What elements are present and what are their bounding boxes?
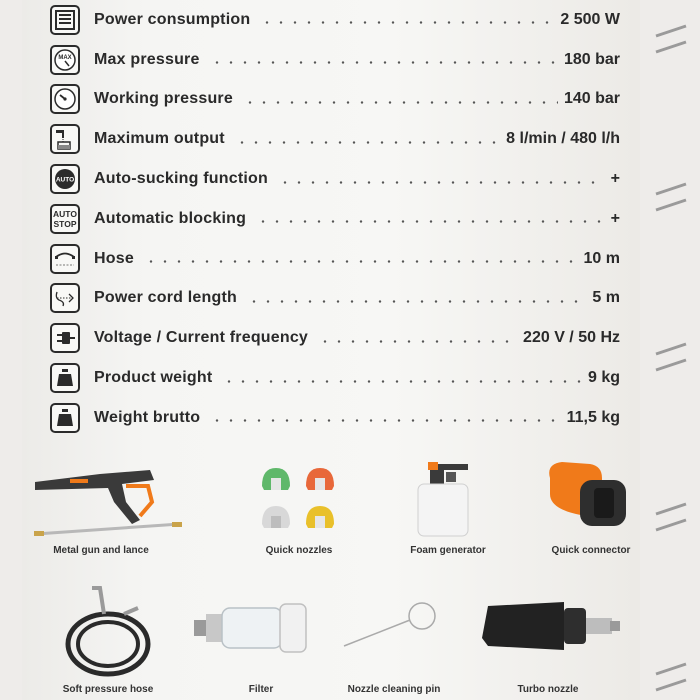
spec-row-auto-sucking bbox=[50, 159, 620, 199]
connector-icon bbox=[540, 458, 640, 538]
auto-icon bbox=[50, 164, 80, 194]
spec-value: + bbox=[610, 209, 620, 227]
spray-gun-icon bbox=[30, 462, 190, 540]
spec-label: Power consumption bbox=[94, 10, 251, 28]
accessory-connector bbox=[540, 458, 640, 538]
dot-leader bbox=[144, 260, 578, 263]
binding-staple bbox=[652, 180, 692, 216]
dot-leader bbox=[318, 340, 517, 343]
accessory-hose bbox=[52, 584, 164, 682]
auto-label: AUTO bbox=[55, 176, 75, 184]
output-tap-icon bbox=[50, 124, 80, 154]
accessory-nozzles bbox=[256, 462, 342, 532]
binding-staple bbox=[652, 340, 692, 376]
spec-label: Max pressure bbox=[94, 50, 200, 68]
spec-label: Working pressure bbox=[94, 90, 233, 108]
spec-value: + bbox=[610, 170, 620, 188]
spec-label: Voltage / Current frequency bbox=[94, 329, 309, 347]
filter-icon bbox=[192, 600, 310, 656]
accessory-caption-pin: Nozzle cleaning pin bbox=[347, 684, 441, 695]
dot-leader bbox=[210, 419, 560, 422]
spec-label: Product weight bbox=[94, 369, 213, 387]
dot-leader bbox=[235, 141, 500, 144]
spec-row-weight-brutto bbox=[50, 398, 620, 438]
accessory-caption-turbo: Turbo nozzle bbox=[517, 684, 579, 695]
cleaning-pin-icon bbox=[340, 600, 440, 650]
auto-stop-icon bbox=[50, 204, 80, 234]
accessory-caption-filter: Filter bbox=[248, 684, 274, 695]
spec-row-maximum-output bbox=[50, 119, 620, 159]
dot-leader bbox=[243, 101, 558, 104]
turbo-nozzle-icon bbox=[478, 598, 624, 654]
accessory-caption-nozzles: Quick nozzles bbox=[265, 545, 333, 556]
spec-label: Auto-sucking function bbox=[94, 170, 268, 188]
accessory-gun bbox=[30, 462, 190, 540]
spec-value: 9 kg bbox=[587, 369, 620, 387]
max-gauge-icon bbox=[50, 45, 80, 75]
auto-stop-line1: AUTO bbox=[53, 208, 77, 219]
binding-staple bbox=[652, 660, 692, 696]
spec-value: 8 l/min / 480 l/h bbox=[506, 130, 620, 148]
spec-label: Power cord length bbox=[94, 289, 237, 307]
foam-bottle-icon bbox=[410, 460, 480, 540]
weight-icon bbox=[50, 363, 80, 393]
plug-icon bbox=[50, 323, 80, 353]
spec-row-max-pressure bbox=[50, 40, 620, 80]
dot-leader bbox=[210, 61, 558, 64]
dot-leader bbox=[256, 220, 605, 223]
cord-length-icon bbox=[50, 283, 80, 313]
dot-leader bbox=[278, 181, 605, 184]
spec-row-working-pressure bbox=[50, 80, 620, 120]
accessory-cleaning-pin bbox=[340, 600, 440, 650]
accessory-filter bbox=[192, 600, 310, 656]
accessory-caption-hose: Soft pressure hose bbox=[62, 684, 154, 695]
accessory-turbo-nozzle bbox=[478, 598, 624, 654]
dot-leader bbox=[260, 21, 554, 24]
spec-row-voltage bbox=[50, 318, 620, 358]
spec-value: 220 V / 50 Hz bbox=[523, 329, 620, 347]
spec-row-power-cord bbox=[50, 279, 620, 319]
nozzles-icon bbox=[256, 462, 342, 532]
dot-leader bbox=[222, 380, 582, 383]
weight-gross-icon bbox=[50, 403, 80, 433]
spec-value: 5 m bbox=[592, 289, 620, 307]
spec-label: Maximum output bbox=[94, 130, 225, 148]
spec-row-automatic-blocking bbox=[50, 199, 620, 239]
spec-value: 2 500 W bbox=[560, 10, 620, 28]
gauge-icon bbox=[50, 84, 80, 114]
spec-value: 180 bar bbox=[563, 50, 620, 68]
spec-label: Hose bbox=[94, 249, 134, 267]
accessory-caption-gun: Metal gun and lance bbox=[53, 545, 149, 556]
auto-stop-line2: STOP bbox=[53, 218, 77, 229]
accessory-caption-foam: Foam generator bbox=[410, 545, 486, 556]
spec-label: Automatic blocking bbox=[94, 209, 247, 227]
spec-value: 140 bar bbox=[563, 90, 620, 108]
hose-length-icon bbox=[50, 244, 80, 274]
accessory-foam bbox=[410, 460, 480, 540]
spec-value: 11,5 kg bbox=[566, 408, 620, 426]
max-label: MAX bbox=[58, 54, 72, 61]
dot-leader bbox=[247, 300, 586, 303]
spec-row-product-weight bbox=[50, 358, 620, 398]
binding-staple bbox=[652, 22, 692, 58]
accessory-caption-connector: Quick connector bbox=[551, 545, 631, 556]
spec-row-power-consumption bbox=[50, 0, 620, 40]
hose-icon bbox=[52, 584, 164, 682]
spec-row-hose bbox=[50, 239, 620, 279]
power-meter-icon bbox=[50, 5, 80, 35]
spec-list bbox=[50, 0, 620, 438]
spec-label: Weight brutto bbox=[94, 408, 201, 426]
binding-staple bbox=[652, 500, 692, 536]
spec-value: 10 m bbox=[583, 249, 620, 267]
